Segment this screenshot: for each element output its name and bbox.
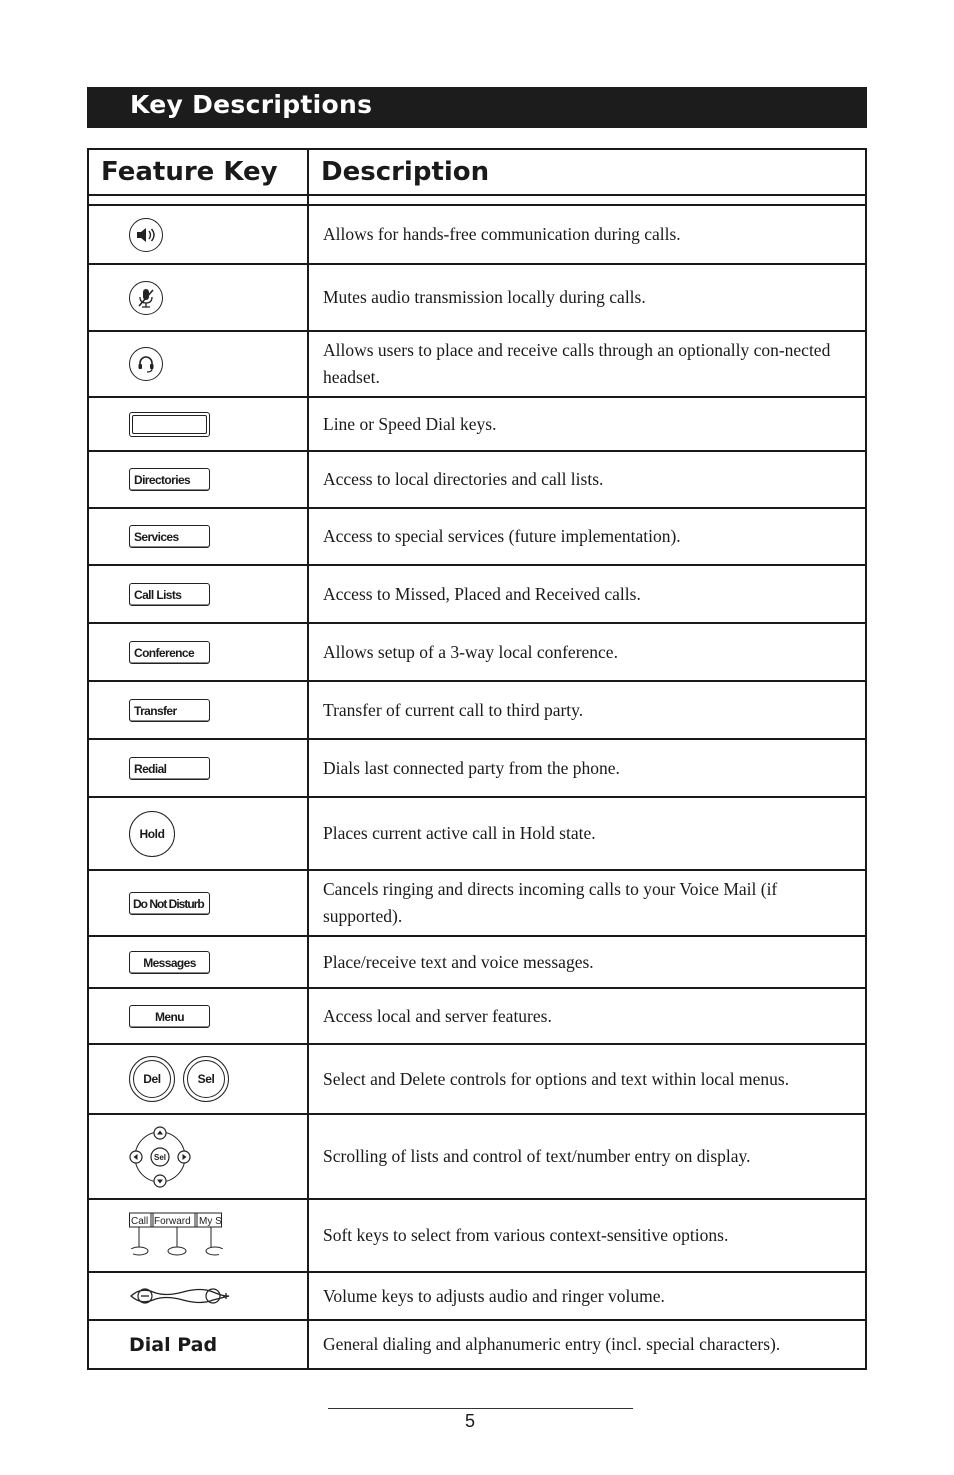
header-description: Description [308, 149, 866, 195]
table-row [88, 739, 866, 797]
table-row [88, 1044, 866, 1114]
messages-key: Messages [129, 951, 210, 974]
dial-pad-label: Dial Pad [129, 1333, 218, 1356]
description-cell: General dialing and alphanumeric entry (incl. special characters). [308, 1320, 866, 1369]
key-descriptions-table [87, 148, 867, 1370]
description-cell: Select and Delete controls for options and text within local menus. [308, 1044, 866, 1114]
table-row [88, 623, 866, 681]
soft-key-call: Call [131, 1215, 149, 1227]
table-row [88, 264, 866, 331]
soft-key-my: My S [199, 1215, 222, 1227]
headset-icon [129, 347, 163, 381]
soft-keys-icon [129, 1211, 223, 1261]
description-cell: Place/receive text and voice messages. [308, 936, 866, 988]
line-key-icon [129, 412, 210, 437]
description-cell: Places current active call in Hold state. [308, 797, 866, 870]
description-cell: Allows for hands-free communication during calls. [308, 205, 866, 264]
section-title: Key Descriptions [130, 90, 373, 119]
description-cell: Volume keys to adjusts audio and ringer volume. [308, 1272, 866, 1320]
table-row [88, 508, 866, 565]
description-cell: Scrolling of lists and control of text/number entry on display. [308, 1114, 866, 1199]
table-row [88, 565, 866, 623]
description-cell: Mutes audio transmission locally during calls. [308, 264, 866, 331]
description-cell: Allows setup of a 3-way local conference. [308, 623, 866, 681]
transfer-key: Transfer [129, 699, 210, 722]
header-feature-key: Feature Key [88, 149, 308, 195]
description-cell: Access local and server features. [308, 988, 866, 1044]
table-row [88, 681, 866, 739]
menu-key: Menu [129, 1005, 210, 1028]
navigation-pad-icon [129, 1126, 191, 1188]
sel-key-label: Sel [187, 1060, 225, 1098]
table-row [88, 1320, 866, 1369]
table-row [88, 205, 866, 264]
spacer-row [88, 195, 866, 205]
description-cell: Allows users to place and receive calls through an optionally con-nected headset. [308, 331, 866, 397]
description-cell: Line or Speed Dial keys. [308, 397, 866, 451]
redial-key: Redial [129, 757, 210, 780]
description-cell: Access to local directories and call lists. [308, 451, 866, 508]
description-cell: Cancels ringing and directs incoming calls to your Voice Mail (if supported). [308, 870, 866, 936]
conference-key: Conference [129, 641, 210, 664]
services-key: Services [129, 525, 210, 548]
table-header-row [88, 149, 866, 195]
description-cell: Dials last connected party from the phone. [308, 739, 866, 797]
table-row [88, 870, 866, 936]
del-key-label: Del [133, 1060, 171, 1098]
table-row [88, 1272, 866, 1320]
table-row [88, 1114, 866, 1199]
table-row [88, 397, 866, 451]
do-not-disturb-key: Do Not Disturb [129, 892, 210, 915]
description-cell: Access to Missed, Placed and Received calls. [308, 565, 866, 623]
table-row [88, 331, 866, 397]
description-cell: Access to special services (future implementation). [308, 508, 866, 565]
description-cell: Transfer of current call to third party. [308, 681, 866, 739]
footer-rule [328, 1408, 633, 1409]
soft-key-forward: Forward [154, 1215, 191, 1227]
page-number: 5 [465, 1411, 476, 1431]
section-banner [87, 87, 867, 128]
table-row [88, 451, 866, 508]
call-lists-key: Call Lists [129, 583, 210, 606]
table-row [88, 797, 866, 870]
directories-key: Directories [129, 468, 210, 491]
sel-key [183, 1056, 229, 1102]
description-cell: Soft keys to select from various context-sensitive options. [308, 1199, 866, 1272]
table-row [88, 988, 866, 1044]
hold-key: Hold [129, 811, 175, 857]
table-row [88, 1199, 866, 1272]
speaker-icon [129, 218, 163, 252]
mute-icon [129, 281, 163, 315]
nav-center-label: Sel [153, 1152, 167, 1162]
volume-keys-icon [129, 1285, 231, 1307]
table-row [88, 936, 866, 988]
del-key [129, 1056, 175, 1102]
